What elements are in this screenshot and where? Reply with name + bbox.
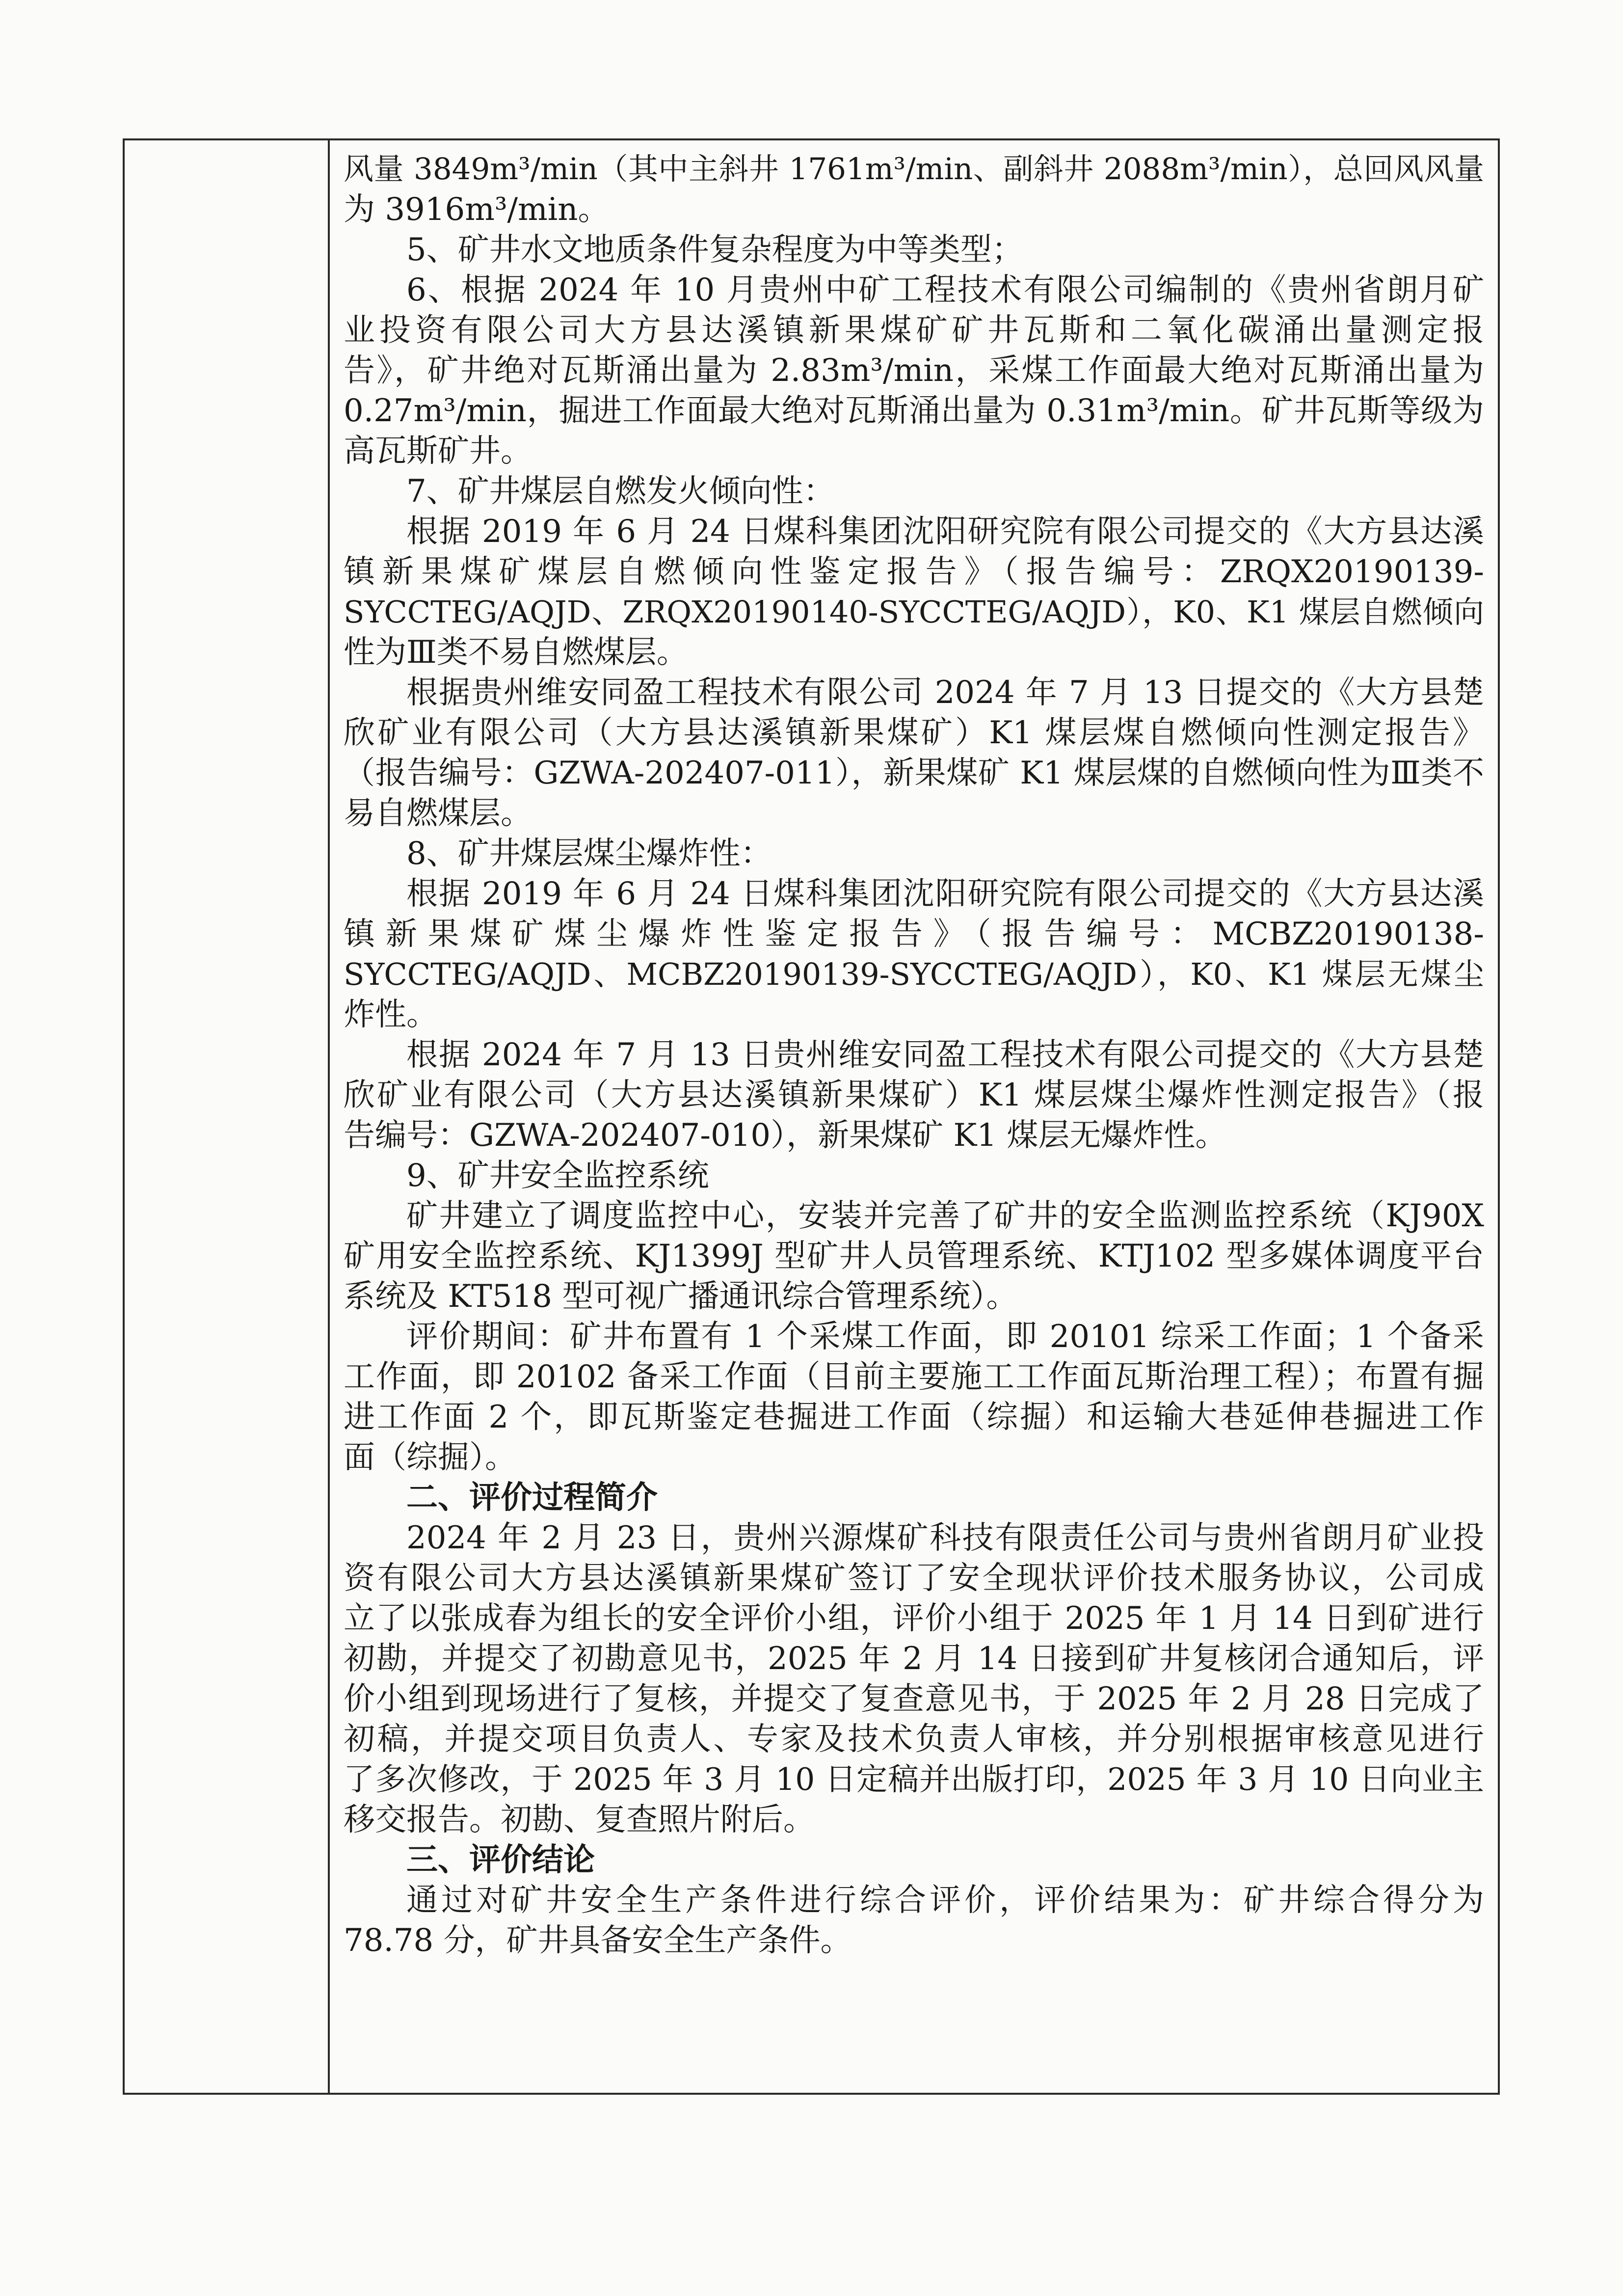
text-line: 0.27m³/min，掘进工作面最大绝对瓦斯涌出量为 0.31m³/min。矿井瓦斯等级为 (344, 393, 1484, 429)
text-line: 为 3916m³/min。 (344, 191, 610, 228)
text-line: 根据 2019 年 6 月 24 日煤科集团沈阳研究院有限公司提交的《大方县达溪 (406, 513, 1484, 550)
text-line: 高瓦斯矿井。 (344, 433, 532, 469)
text-line: 系统及 KT518 型可视广播通讯综合管理系统）。 (344, 1278, 1018, 1315)
text-line: 价小组到现场进行了复核，并提交了复查意见书，于 2025 年 2 月 28 日完成了 (344, 1681, 1484, 1717)
text-line: 矿井建立了调度监控中心，安装并完善了矿井的安全监测监控系统（KJ90X (406, 1198, 1484, 1234)
text-line: 立了以张成春为组长的安全评价小组，评价小组于 2025 年 1 月 14 日到矿进行 (344, 1600, 1484, 1637)
text-line: 通过对矿井安全生产条件进行综合评价，评价结果为：矿井综合得分为 (406, 1882, 1484, 1918)
text-line: 了多次修改，于 2025 年 3 月 10 日定稿并出版打印，2025 年 3 月 10 日向业主 (344, 1761, 1484, 1797)
text-line: 移交报告。初勘、复查照片附后。 (344, 1802, 815, 1838)
text-line: 2024 年 2 月 23 日，贵州兴源煤矿科技有限责任公司与贵州省朗月矿业投 (406, 1520, 1484, 1556)
text-line: 告》，矿井绝对瓦斯涌出量为 2.83m³/min，采煤工作面最大绝对瓦斯涌出量为 (344, 352, 1484, 389)
text-line: 面（综掘）。 (344, 1439, 516, 1476)
text-line: 根据 2024 年 7 月 13 日贵州维安同盈工程技术有限公司提交的《大方县楚 (406, 1037, 1484, 1073)
text-line: 8、矿井煤层煤尘爆炸性： (406, 836, 772, 872)
text-line: 根据贵州维安同盈工程技术有限公司 2024 年 7 月 13 日提交的《大方县楚 (406, 675, 1484, 711)
text-line: 矿用安全监控系统、KJ1399J 型矿井人员管理系统、KTJ102 型多媒体调度平台 (344, 1238, 1484, 1274)
text-line: 资有限公司大方县达溪镇新果煤矿签订了安全现状评价技术服务协议，公司成 (344, 1560, 1484, 1596)
text-line: （报告编号：GZWA-202407-011），新果煤矿 K1 煤层煤的自燃倾向性为Ⅲ类不 (344, 755, 1484, 791)
text-line: 初勘，并提交了初勘意见书，2025 年 2 月 14 日接到矿井复核闭合通知后，评 (344, 1641, 1484, 1677)
text-line: 9、矿井安全监控系统 (406, 1158, 709, 1194)
text-line: 欣矿业有限公司（大方县达溪镇新果煤矿）K1 煤层煤自燃倾向性测定报告》 (344, 715, 1484, 751)
section-heading: 三、评价结论 (406, 1841, 595, 1878)
section-heading: 二、评价过程简介 (406, 1479, 658, 1516)
text-line: SYCCTEG/AQJD、ZRQX20190140-SYCCTEG/AQJD），K0、K1 煤层自燃倾向 (344, 594, 1484, 630)
text-line: 性为Ⅲ类不易自燃煤层。 (344, 634, 688, 671)
text-line: 进工作面 2 个，即瓦斯鉴定巷掘进工作面（综掘）和运输大巷延伸巷掘进工作 (344, 1399, 1484, 1435)
text-line: 易自燃煤层。 (344, 795, 532, 832)
text-line: 镇新果煤矿煤尘爆炸性鉴定报告》（报告编号：MCBZ20190138- (344, 916, 1484, 952)
text-line: 欣矿业有限公司（大方县达溪镇新果煤矿）K1 煤层煤尘爆炸性测定报告》（报 (344, 1077, 1484, 1113)
text-line: 工作面，即 20102 备采工作面（目前主要施工工作面瓦斯治理工程）；布置有掘 (344, 1359, 1484, 1395)
content-cell (330, 140, 1498, 2093)
text-line: 告编号：GZWA-202407-010），新果煤矿 K1 煤层无爆炸性。 (344, 1117, 1227, 1154)
text-line: 7、矿井煤层自燃发火倾向性： (406, 473, 835, 510)
left-column-empty-cell (125, 140, 330, 2093)
table-frame (123, 138, 1500, 2095)
text-line: 根据 2019 年 6 月 24 日煤科集团沈阳研究院有限公司提交的《大方县达溪 (406, 876, 1484, 912)
text-line: 镇新果煤矿煤层自燃倾向性鉴定报告》（报告编号：ZRQX20190139- (344, 554, 1484, 590)
text-line: 5、矿井水文地质条件复杂程度为中等类型； (406, 232, 1023, 268)
text-line: 6、根据 2024 年 10 月贵州中矿工程技术有限公司编制的《贵州省朗月矿 (406, 272, 1484, 308)
text-line: 风量 3849m³/min（其中主斜井 1761m³/min、副斜井 2088m³/min），总回风风量 (344, 152, 1484, 187)
text-line: 78.78 分，矿井具备安全生产条件。 (344, 1922, 852, 1959)
text-line: 炸性。 (344, 997, 438, 1033)
text-line: 初稿，并提交项目负责人、专家及技术负责人审核，并分别根据审核意见进行 (344, 1721, 1484, 1757)
text-line: SYCCTEG/AQJD、MCBZ20190139-SYCCTEG/AQJD），K0、K1 煤层无煤尘 (344, 956, 1484, 992)
text-line: 评价期间：矿井布置有 1 个采煤工作面，即 20101 综采工作面；1 个备采 (406, 1319, 1484, 1355)
text-line: 业投资有限公司大方县达溪镇新果煤矿矿井瓦斯和二氧化碳涌出量测定报 (344, 312, 1484, 349)
